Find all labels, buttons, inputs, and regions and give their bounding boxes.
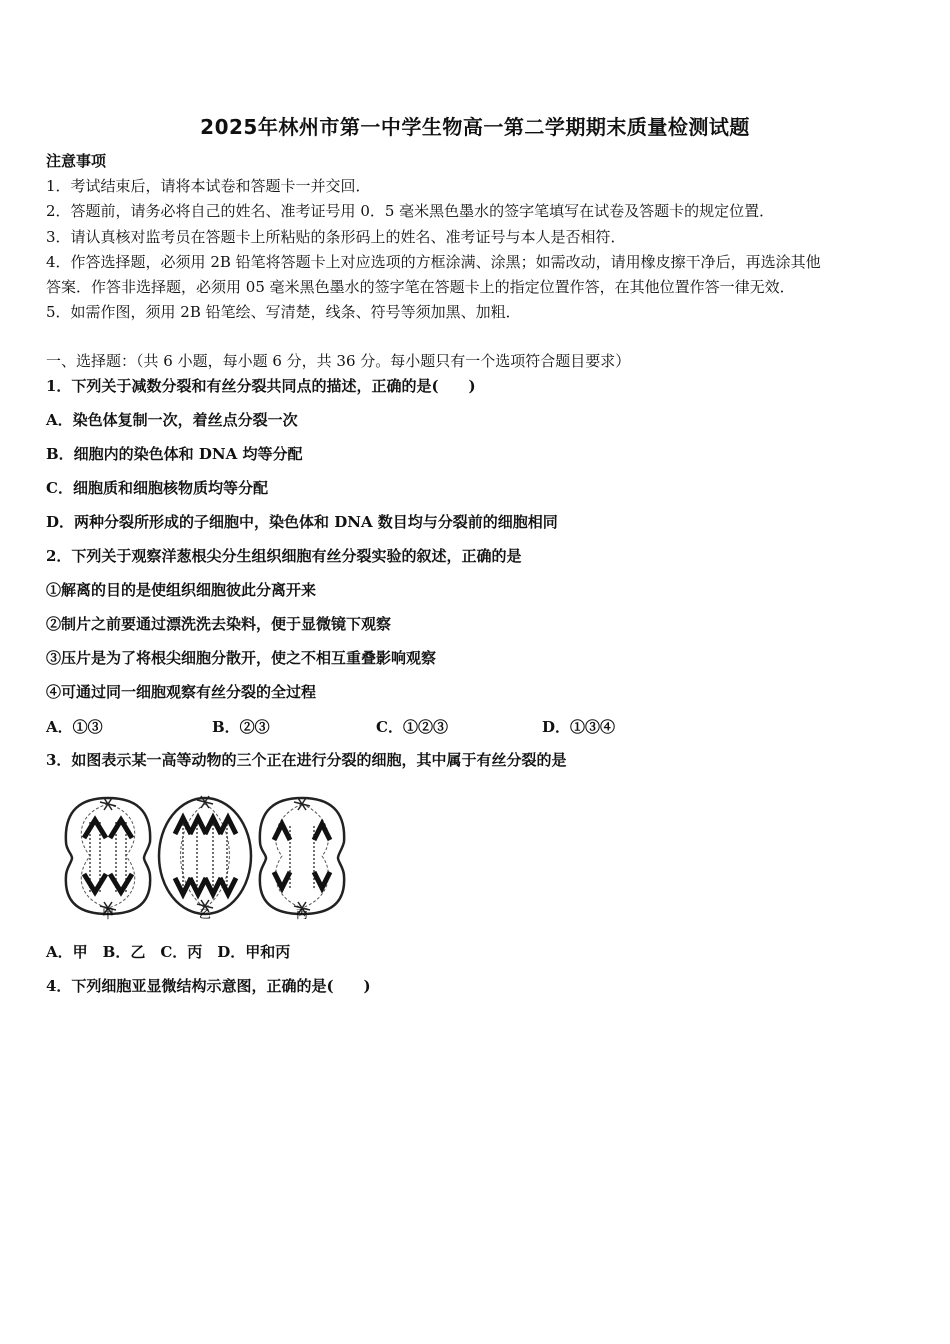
- notice-item-1: 1．考试结束后，请将本试卷和答题卡一并交回．: [46, 177, 371, 195]
- q1-stem: 1．下列关于减数分裂和有丝分裂共同点的描述，正确的是( ): [46, 377, 476, 395]
- figure-label-jia: 甲: [101, 907, 115, 921]
- figure-label-bing: 丙: [295, 907, 309, 921]
- q1-option-c: C．细胞质和细胞核物质均等分配: [46, 479, 268, 497]
- q1-option-a: A．染色体复制一次，着丝点分裂一次: [46, 411, 298, 429]
- cell-division-figure: [60, 792, 360, 922]
- cell-division-diagram: [60, 792, 360, 922]
- notice-heading: 注意事项: [46, 152, 107, 170]
- q2-statement-1: ①解离的目的是使组织细胞彼此分离开来: [46, 581, 317, 599]
- figure-label-yi: 乙: [198, 907, 212, 921]
- q1-option-d: D．两种分裂所形成的子细胞中，染色体和 DNA 数目均与分裂前的细胞相同: [46, 513, 558, 531]
- cell-bing: [260, 798, 344, 914]
- q2-statement-3: ③压片是为了将根尖细胞分散开，使之不相互重叠影响观察: [46, 649, 437, 667]
- notice-item-3: 3．请认真核对监考员在答题卡上所粘贴的条形码上的姓名、准考证号与本人是否相符．: [46, 228, 626, 246]
- section-heading: 一、选择题：（共 6 小题，每小题 6 分，共 36 分。每小题只有一个选项符合题目要求）: [46, 352, 631, 370]
- q3-options: A．甲 B．乙 C．丙 D．甲和丙: [46, 943, 291, 961]
- notice-item-4-cont: 答案．作答非选择题，必须用 05 毫米黑色墨水的签字笔在答题卡上的指定位置作答，在其他位置作答一律无效．: [46, 278, 795, 296]
- q2-statement-2: ②制片之前要通过漂洗洗去染料，便于显微镜下观察: [46, 615, 392, 633]
- page-title: 2025年林州市第一中学生物高一第二学期期末质量检测试题: [200, 115, 750, 139]
- q4-stem: 4．下列细胞亚显微结构示意图，正确的是( ): [46, 977, 371, 995]
- cell-jia: [66, 798, 150, 914]
- q2-stem: 2．下列关于观察洋葱根尖分生组织细胞有丝分裂实验的叙述，正确的是: [46, 547, 522, 565]
- q2-choice-c: C．①②③: [376, 718, 448, 736]
- q2-choice-d: D．①③④: [542, 718, 616, 736]
- notice-item-4: 4．作答选择题，必须用 2B 铅笔将答题卡上对应选项的方框涂满、涂黑；如需改动，请用橡皮擦干净后，再选涂其他: [46, 253, 821, 271]
- q2-choices: [46, 716, 846, 736]
- q2-choice-b: B．②③: [212, 718, 270, 736]
- q2-statement-4: ④可通过同一细胞观察有丝分裂的全过程: [46, 683, 317, 701]
- notice-item-2: 2．答题前，请务必将自己的姓名、准考证号用 0．5 毫米黑色墨水的签字笔填写在试卷及答题卡的规定位置．: [46, 202, 775, 220]
- q1-option-b: B．细胞内的染色体和 DNA 均等分配: [46, 445, 303, 463]
- q3-stem: 3．如图表示某一高等动物的三个正在进行分裂的细胞，其中属于有丝分裂的是: [46, 751, 567, 769]
- notice-item-5: 5．如需作图，须用 2B 铅笔绘、写清楚，线条、符号等须加黑、加粗．: [46, 303, 521, 321]
- cell-yi: [159, 796, 251, 914]
- q2-choice-a: A．①③: [46, 718, 103, 736]
